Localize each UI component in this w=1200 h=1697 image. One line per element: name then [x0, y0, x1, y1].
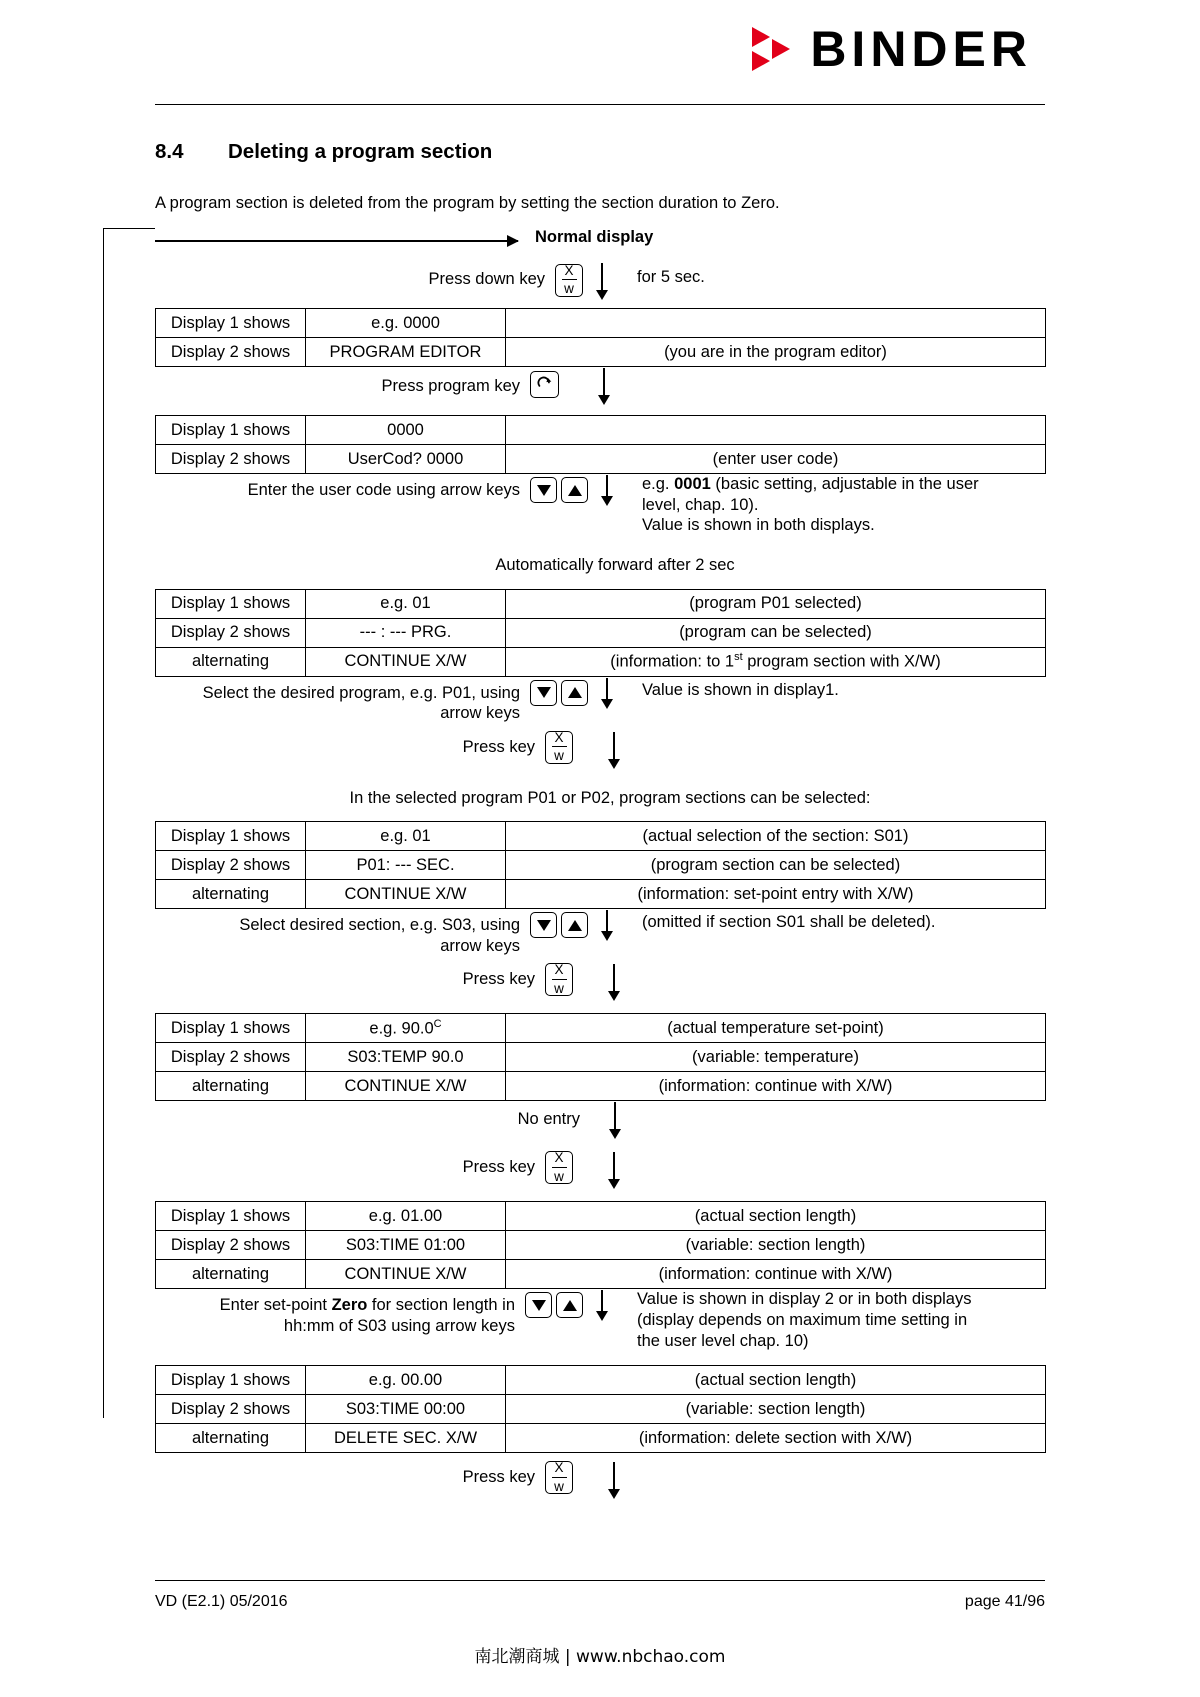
arrow-down-icon — [613, 1462, 615, 1490]
binder-triangles-logo-icon — [752, 25, 796, 73]
cell-display-note: (variable: section length) — [506, 1395, 1046, 1424]
cell-display-value: CONTINUE X/W — [306, 880, 506, 909]
cell-display-label: alternating — [156, 647, 306, 676]
flow-down-arrow-col — [595, 1453, 647, 1491]
cell-display-value: P01: --- SEC. — [306, 851, 506, 880]
table-row — [156, 822, 1046, 851]
cell-display-value: S03:TIME 00:00 — [306, 1395, 506, 1424]
footer-document-id: VD (E2.1) 05/2016 — [155, 1593, 288, 1610]
cell-display-value: e.g. 01.00 — [306, 1202, 506, 1231]
flow-arrow-right-icon — [155, 240, 518, 242]
step-enter-user-code — [155, 474, 1045, 544]
step-press-key-3 — [155, 1145, 1045, 1197]
step-label — [155, 909, 530, 956]
step-select-section — [155, 909, 1045, 957]
xw-key-icon[interactable]: X w — [545, 1461, 573, 1494]
cell-display-note: (information: continue with X/W) — [506, 1260, 1046, 1289]
step-label-line1: Select the desired program, e.g. P01, using — [202, 683, 520, 702]
step-select-program — [155, 677, 1045, 725]
cell-display-label: Display 2 shows — [156, 851, 306, 880]
cell-display-value: CONTINUE X/W — [306, 1072, 506, 1101]
cell-display-value: e.g. 01 — [306, 822, 506, 851]
program-key-icon[interactable] — [530, 371, 559, 398]
arrow-down-icon — [601, 263, 603, 291]
page-content — [155, 140, 1045, 1505]
cell-display-note: (you are in the program editor) — [506, 338, 1046, 367]
cell-display-note: (program section can be selected) — [506, 851, 1046, 880]
step-label: Press key — [462, 737, 535, 756]
step-label: Press program key — [381, 377, 520, 396]
table-usercode — [155, 415, 1046, 474]
cell-display-value: UserCod? 0000 — [306, 445, 506, 474]
cell-display-note: (information: to 1st program section with X/W) — [506, 647, 1046, 676]
step-press-key-4 — [155, 1453, 1045, 1505]
flow-down-arrow-col — [583, 262, 635, 300]
table-row — [156, 1231, 1046, 1260]
step-press-key-2 — [155, 957, 1045, 1009]
page-header — [0, 0, 1200, 110]
keycap-group — [545, 1453, 573, 1494]
table-row — [156, 1395, 1046, 1424]
cell-display-label: Display 2 shows — [156, 338, 306, 367]
arrow-up-key-icon[interactable] — [556, 1292, 583, 1318]
step-label-line2: arrow keys — [440, 704, 520, 723]
table-row — [156, 1014, 1046, 1043]
flowchart — [155, 228, 1045, 1505]
cell-display-label: Display 1 shows — [156, 822, 306, 851]
page-title — [155, 140, 1045, 165]
arrow-down-icon — [606, 475, 608, 497]
cell-display-note: (program can be selected) — [506, 618, 1046, 647]
table-row — [156, 338, 1046, 367]
step-press-key-1 — [155, 725, 1045, 777]
cell-display-value: S03:TIME 01:00 — [306, 1231, 506, 1260]
cell-display-label: alternating — [156, 1260, 306, 1289]
step-label-line1: Enter set-point Zero for section length in — [219, 1296, 515, 1315]
arrow-down-icon — [606, 910, 608, 932]
step-auto-forward: Automatically forward after 2 sec — [495, 556, 735, 575]
table-row — [156, 1366, 1046, 1395]
cell-display-value: e.g. 01 — [306, 589, 506, 618]
cell-display-value: e.g. 0000 — [306, 309, 506, 338]
section-intro: A program section is deleted from the program by setting the section duration to Zero. — [155, 193, 780, 212]
keycap-group — [525, 1289, 583, 1318]
keycap-group — [530, 677, 588, 706]
cell-display-label: Display 2 shows — [156, 618, 306, 647]
step-label: No entry — [517, 1110, 580, 1129]
normal-display-label: Normal display — [535, 228, 654, 247]
table-row — [156, 647, 1046, 676]
cell-display-note: (information: delete section with X/W) — [506, 1424, 1046, 1453]
flow-down-arrow-col — [596, 1101, 648, 1139]
xw-key-icon[interactable]: X w — [545, 963, 573, 996]
table-row — [156, 1072, 1046, 1101]
flow-down-arrow-col — [588, 677, 640, 715]
cell-display-note: (information: continue with X/W) — [506, 1072, 1046, 1101]
cell-display-label: Display 2 shows — [156, 1043, 306, 1072]
keycap-group — [530, 909, 588, 938]
keycap-group — [530, 367, 559, 398]
step-press-program-key — [155, 367, 1045, 411]
section-number: 8.4 — [155, 140, 184, 163]
step-note: for 5 sec. — [637, 268, 705, 287]
cell-display-label: Display 1 shows — [156, 309, 306, 338]
step-note — [640, 474, 979, 536]
footer-row — [155, 1593, 1045, 1611]
cell-display-note: (actual selection of the section: S01) — [506, 822, 1046, 851]
flow-down-arrow-col — [588, 909, 640, 947]
step-label: Press key — [462, 1468, 535, 1487]
table-program-select — [155, 589, 1046, 677]
step-note-line1: Value is shown in display 2 or in both displays — [637, 1290, 972, 1309]
table-row — [156, 1043, 1046, 1072]
cell-display-label: Display 1 shows — [156, 1014, 306, 1043]
step-note: Value is shown in display1. — [642, 680, 839, 699]
cell-display-note: (enter user code) — [506, 445, 1046, 474]
cell-display-value: CONTINUE X/W — [306, 1260, 506, 1289]
step-label: Enter the user code using arrow keys — [247, 481, 520, 500]
cell-display-label: Display 1 shows — [156, 589, 306, 618]
cell-display-label: Display 1 shows — [156, 1366, 306, 1395]
step-label: Press key — [462, 1158, 535, 1177]
table-row — [156, 1260, 1046, 1289]
step-note-line2: level, chap. 10). — [642, 495, 759, 514]
step-press-down-key — [155, 262, 1045, 304]
cell-display-value: DELETE SEC. X/W — [306, 1424, 506, 1453]
cell-display-label: Display 1 shows — [156, 416, 306, 445]
cell-display-label: alternating — [156, 880, 306, 909]
arrow-down-key-icon[interactable] — [530, 477, 557, 503]
step-label — [155, 1289, 525, 1336]
flow-return-line — [103, 228, 155, 1418]
cycle-arrow-icon — [536, 376, 553, 393]
arrow-down-icon — [613, 732, 615, 760]
step-note-line1: e.g. 0001 (basic setting, adjustable in the user — [642, 475, 979, 494]
arrow-up-key-icon[interactable] — [561, 912, 588, 938]
flow-down-arrow-col — [595, 957, 647, 995]
flow-down-arrow-col — [595, 1145, 647, 1183]
table-row — [156, 1424, 1046, 1453]
cell-display-label: Display 2 shows — [156, 1395, 306, 1424]
arrow-down-icon — [614, 1102, 616, 1130]
cell-display-label: Display 2 shows — [156, 445, 306, 474]
arrow-down-icon — [606, 678, 608, 700]
xw-key-icon[interactable]: X w — [555, 264, 583, 297]
cell-display-value: e.g. 00.00 — [306, 1366, 506, 1395]
keycap-group — [545, 1145, 573, 1184]
table-time — [155, 1201, 1046, 1289]
table-temperature — [155, 1013, 1046, 1101]
table-row — [156, 445, 1046, 474]
keycap-group — [555, 262, 583, 297]
step-label-line2: arrow keys — [440, 936, 520, 955]
arrow-down-key-icon[interactable] — [530, 912, 557, 938]
keycap-group — [545, 725, 573, 764]
table-row — [156, 589, 1046, 618]
section-title-text: Deleting a program section — [228, 140, 493, 163]
flow-down-arrow-col — [595, 725, 647, 763]
step-note-line2: (display depends on maximum time setting in — [637, 1310, 968, 1329]
flow-normal-display-row — [155, 228, 1045, 262]
step-label — [155, 677, 530, 724]
arrow-up-key-icon[interactable] — [561, 477, 588, 503]
keycap-group — [530, 474, 588, 503]
table-row — [156, 309, 1046, 338]
table-row — [156, 880, 1046, 909]
cell-display-label: Display 1 shows — [156, 1202, 306, 1231]
step-note-line3: the user level chap. 10) — [637, 1331, 809, 1350]
cell-display-label: Display 2 shows — [156, 1231, 306, 1260]
cell-display-note: (actual temperature set-point) — [506, 1014, 1046, 1043]
step-note: (omitted if section S01 shall be deleted). — [642, 913, 936, 932]
arrow-up-key-icon[interactable] — [561, 680, 588, 706]
xw-key-icon[interactable]: X w — [545, 1151, 573, 1184]
table-section-select — [155, 821, 1046, 909]
xw-key-icon[interactable]: X w — [545, 731, 573, 764]
watermark: 南北潮商城 | www.nbchao.com — [474, 1647, 726, 1667]
step-enter-zero — [155, 1289, 1045, 1361]
flow-down-arrow-col — [588, 474, 640, 512]
table-row — [156, 416, 1046, 445]
step-note — [635, 1289, 971, 1351]
step-label-line2: hh:mm of S03 using arrow keys — [283, 1316, 515, 1335]
cell-display-note: (program P01 selected) — [506, 589, 1046, 618]
step-sections-selectable: In the selected program P01 or P02, program sections can be selected: — [349, 788, 871, 807]
arrow-down-icon — [603, 368, 605, 396]
table-program-editor — [155, 308, 1046, 367]
cell-display-note: (information: set-point entry with X/W) — [506, 880, 1046, 909]
arrow-down-key-icon[interactable] — [530, 680, 557, 706]
step-label: Press key — [462, 970, 535, 989]
cell-display-note — [506, 416, 1046, 445]
brand-name: BINDER — [810, 21, 1032, 77]
cell-display-value: 0000 — [306, 416, 506, 445]
table-row — [156, 618, 1046, 647]
footer-divider — [155, 1580, 1045, 1581]
page-footer — [155, 1580, 1045, 1611]
cell-display-note: (variable: temperature) — [506, 1043, 1046, 1072]
flow-down-arrow-col — [585, 367, 637, 405]
cell-display-value: --- : --- PRG. — [306, 618, 506, 647]
cell-display-note: (actual section length) — [506, 1366, 1046, 1395]
cell-display-note — [506, 309, 1046, 338]
arrow-down-key-icon[interactable] — [525, 1292, 552, 1318]
arrow-down-icon — [613, 964, 615, 992]
arrow-down-icon — [613, 1152, 615, 1180]
header-divider — [155, 104, 1045, 105]
brand-logo — [752, 21, 1032, 77]
table-row — [156, 851, 1046, 880]
flow-down-arrow-col — [583, 1289, 635, 1327]
cell-display-label: alternating — [156, 1072, 306, 1101]
cell-display-value: e.g. $90.0^C$ — [306, 1014, 506, 1043]
table-time-zero — [155, 1365, 1046, 1453]
step-no-entry — [155, 1101, 1045, 1145]
cell-display-note: (actual section length) — [506, 1202, 1046, 1231]
cell-display-label: alternating — [156, 1424, 306, 1453]
step-note-line3: Value is shown in both displays. — [642, 516, 875, 535]
cell-display-value: CONTINUE X/W — [306, 647, 506, 676]
cell-display-value: S03:TEMP 90.0 — [306, 1043, 506, 1072]
cell-display-note: (variable: section length) — [506, 1231, 1046, 1260]
cell-display-value: PROGRAM EDITOR — [306, 338, 506, 367]
step-label: Press down key — [428, 270, 545, 289]
footer-page-number: page 41/96 — [964, 1593, 1045, 1610]
table-row — [156, 1202, 1046, 1231]
step-label-line1: Select desired section, e.g. S03, using — [239, 916, 520, 935]
arrow-down-icon — [601, 1290, 603, 1312]
keycap-group — [545, 957, 573, 996]
